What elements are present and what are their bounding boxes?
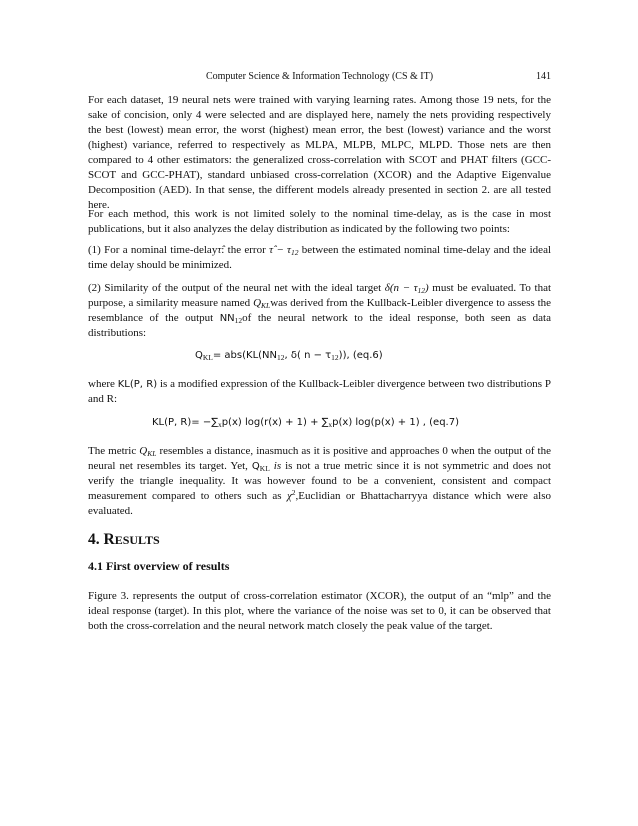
journal-title: Computer Science & Information Technology (CS & IT) (205, 71, 434, 82)
page-number: 141 (536, 71, 551, 82)
paragraph-methods: For each method, this work is not limited solely to the nominal time-delay, as is the case in most publications, but it also analyzes the delay distribution as indicated by the following two points: (88, 208, 551, 235)
running-header (88, 71, 551, 85)
equation-6: $Q_{KL}= abs(KL(NN_{12}$, δ( $n - \tau_{12}$)), (eq.6) (195, 350, 383, 362)
paragraph-datasets: For each dataset, 19 neural nets were trained with varying learning rates. Among those 19 nets, for the sake of concision, only 4 were selected and are displayed here, namely the nets providing respectively the best (lowest) mean error, the worst (highest) mean error, the best (lowest) variance and the worst (highest) variance, referred to respectively as MLPA, MLPB, MLPC, MLPD. Those nets are then compared to 4 other estimators: the generalized cross-correlation with SCOT and PHAT filters (GCC-SCOT and GCC-PHAT), standard unbiased cross-correlation (XCOR) and the Adaptive Eigenvalue Decomposition (AED). In that sense, the different models already presented in section 2. are all tested here. (88, 94, 551, 211)
paragraph-figure-3: Figure 3. represents the output of cross-correlation estimator (XCOR), the output of an “mlp” and the ideal response (target). In this plot, where the variance of the noise was set to 0, it can be observed that both the cross-correlation and the neural network match closely the peak value of the target. (88, 590, 551, 632)
paragraph-metric: The metric $Q_{KL}$ resembles a distance, inasmuch as it is positive and approaches 0 when the output of the neural net resembles its target. Yet, $Q_{KL}$ is is not a true metric since it is not symmetric and does not verify the triangle inequality. It was however found to be a convenient, consistent and compact measurement compared to others such as $\chi^2,Euclidian$ or Bhattacharryya distance which were also evaluated. (88, 445, 551, 517)
subsection-heading-overview: 4.1 First overview of results (88, 559, 230, 573)
equation-7: KL(P, $R)= -\sum_xp(x) \log(r(x) + 1) + \sum_xp(x) \log(p(x) + 1)$ , (eq.7) (152, 417, 459, 429)
paragraph-point-2: (2) Similarity of the output of the neural net with the ideal target $\delta(n - \tau_{12})$ must be evaluated. To that purpose, a similarity measure named $Q_{KL}was$ derived from the Kullback-Leibler divergence to assess the resemblance of the output $NN_{12}of$ the neural network to the ideal response, both seen as data distributions: (88, 282, 552, 339)
paragraph-kl-definition: where KL(P, R) is a modified expression of the Kullback-Leibler divergence between two distributions P and R: (88, 378, 551, 405)
section-heading-results: 4. RESULTS (88, 531, 160, 548)
paragraph-point-1: (1) For a nominal time-delayτ̂: the error τ̂ − $\tau_{12}$ between the estimated nominal time-delay and the ideal time delay should be minimized. (88, 244, 552, 271)
